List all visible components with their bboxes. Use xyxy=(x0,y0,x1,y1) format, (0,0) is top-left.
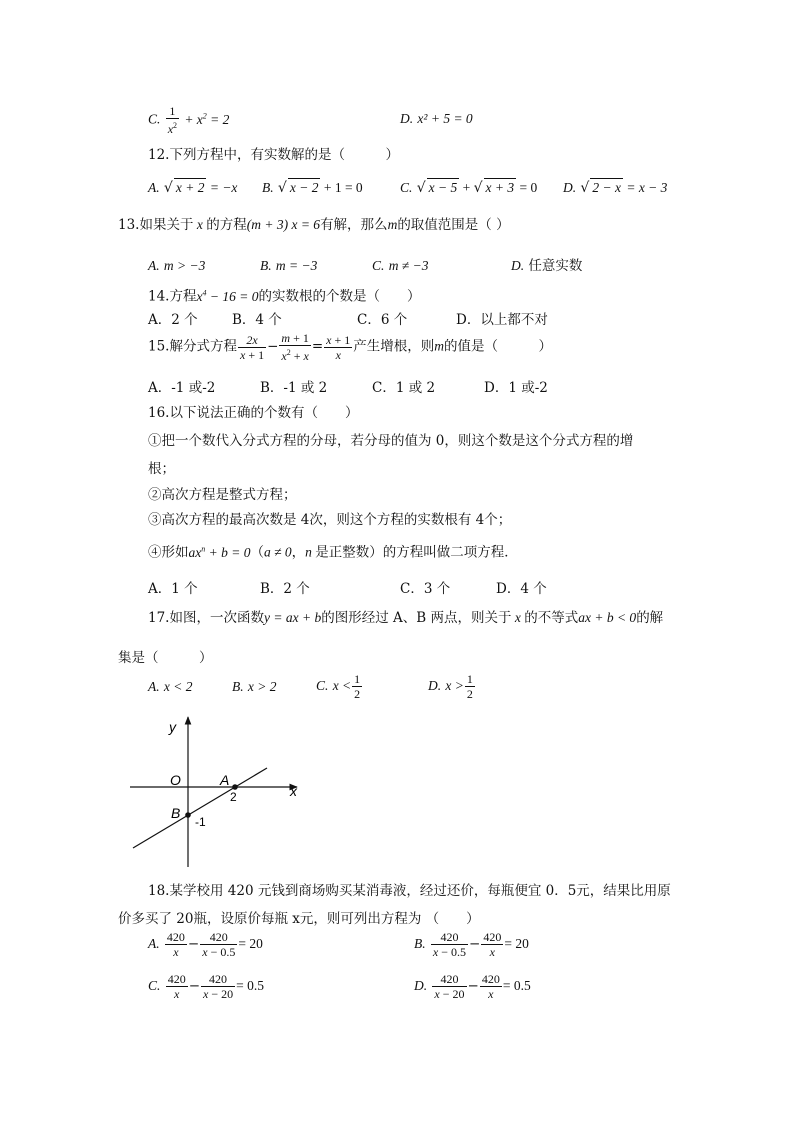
q12-option-b: B. √ x − 2 + 1 = 0 xyxy=(262,180,363,196)
option-label: C. xyxy=(148,111,161,127)
fraction: $\frac{1}{x^2}$ xyxy=(167,104,178,136)
point-a-label: A xyxy=(220,772,230,788)
q18-option-d: D. $\frac{420}{x - 20}$ − $\frac{420}{x}$ = 0.5 xyxy=(414,972,531,1001)
q16-option-c: C．3 个 xyxy=(400,581,451,597)
q17-option-d: D. x > $\frac{1}{2}$ xyxy=(428,672,473,701)
q17-option-a: A. x < 2 xyxy=(148,679,193,694)
q14-option-a: A．2 个 xyxy=(148,312,198,328)
q11-option-c: C. $\frac{1}{x^2}$ + $x^2 = 2$ xyxy=(148,104,230,136)
q16-statement-1: ①把一个数代入分式方程的分母，若分母的值为 0，则这个数是这个分式方程的增 xyxy=(148,433,634,449)
q16-statement-3: ③高次方程的最高次数是 4次，则这个方程的实数根有 4个； xyxy=(148,512,512,528)
tick-label-neg1: -1 xyxy=(195,815,206,829)
q16-statement-1-cont: 根； xyxy=(148,461,175,477)
point-b xyxy=(185,812,191,818)
q17-option-b: B. x > 2 xyxy=(232,679,277,694)
option-label: D. xyxy=(400,111,414,126)
q13-option-a: A. m > −3 xyxy=(148,258,206,273)
q16-statement-2: ②高次方程是整式方程； xyxy=(148,487,297,503)
q16-option-a: A．1 个 xyxy=(148,581,198,597)
q18-stem: 18.某学校用 420 元钱到商场购买某消毒液，经过还价，每瓶便宜 0．5元，结果比用原 xyxy=(148,883,671,899)
function-line xyxy=(133,768,267,848)
q18-option-b: B. $\frac{420}{x - 0.5}$ − $\frac{420}{x}$ = 20 xyxy=(414,930,529,959)
point-b-label: B xyxy=(171,805,181,821)
q17-option-c: C. x < $\frac{1}{2}$ xyxy=(316,672,361,701)
q17-stem: 17.如图，一次函数y = ax + b的图形经过 A、B 两点，则关于 x 的不等式ax + b < 0的解 xyxy=(148,610,664,626)
q14-stem: 14.方程$x^4 - 16 = 0$的实数根的个数是（ ） xyxy=(148,288,421,305)
q16-stem: 16.以下说法正确的个数有（ ） xyxy=(148,405,359,421)
q15-option-d: D．1 或-2 xyxy=(484,380,548,396)
origin-label: O xyxy=(170,772,181,788)
point-a xyxy=(232,784,238,790)
q13-option-c: C. m ≠ −3 xyxy=(372,258,429,273)
q14-option-b: B．4 个 xyxy=(232,312,282,328)
q15-option-a: A．-1 或-2 xyxy=(148,380,216,396)
x-axis-label: x xyxy=(290,783,297,799)
q17-stem-cont: 集是（ ） xyxy=(118,650,213,666)
math-expression: x² + 5 = 0 xyxy=(417,111,473,126)
q13-stem: 13.如果关于 x 的方程(m + 3) x = 6有解，那么m的取值范围是（ ） xyxy=(118,217,510,233)
q13-option-d: D. 任意实数 xyxy=(511,258,583,274)
q16-option-b: B．2 个 xyxy=(260,581,310,597)
q15-option-b: B．-1 或 2 xyxy=(260,380,328,396)
q14-option-c: C．6 个 xyxy=(357,312,408,328)
q15-stem: 15.解分式方程 $\frac{2x}{x + 1}$ − $\frac{m + 1}{x^2 + x}$ = $\frac{x + 1}{x}$ 产生增根，则m的值是（ ） xyxy=(148,331,553,363)
q12-stem: 12.下列方程中，有实数解的是（ ） xyxy=(148,147,399,163)
q12-option-a: A. √ x + 2 = −x xyxy=(148,180,238,196)
q18-option-a: A. $\frac{420}{x}$ − $\frac{420}{x - 0.5}$ = 20 xyxy=(148,930,263,959)
q13-option-b: B. m = −3 xyxy=(260,258,318,273)
q16-statement-4: ④形如$ax^n + b = 0(a \ne 0$，n 是正整数）的方程叫做二项方程． xyxy=(148,544,518,561)
option-label: C. xyxy=(400,180,413,195)
q11-option-d xyxy=(400,110,473,128)
q18-stem-cont: 价多买了 20瓶，设原价每瓶 x元，则可列出方程为 （ ） xyxy=(118,911,480,927)
tick-label-2: 2 xyxy=(230,790,237,804)
q14-option-d: D．以上都不对 xyxy=(456,312,548,328)
option-label: B. xyxy=(262,180,274,195)
q12-option-c: C. √ x − 5 + √ x + 3 = 0 xyxy=(400,180,538,196)
y-axis-label: y xyxy=(169,719,176,735)
option-label: A. xyxy=(148,180,160,195)
q16-option-d: D．4 个 xyxy=(496,581,547,597)
q15-option-c: C．1 或 2 xyxy=(372,380,436,396)
option-label: D. xyxy=(563,180,577,195)
q18-option-c: C. $\frac{420}{x}$ − $\frac{420}{x - 20}$ = 0.5 xyxy=(148,972,264,1001)
q12-option-d: D. √ 2 − x = x − 3 xyxy=(563,180,668,196)
q17-graph xyxy=(125,712,310,872)
